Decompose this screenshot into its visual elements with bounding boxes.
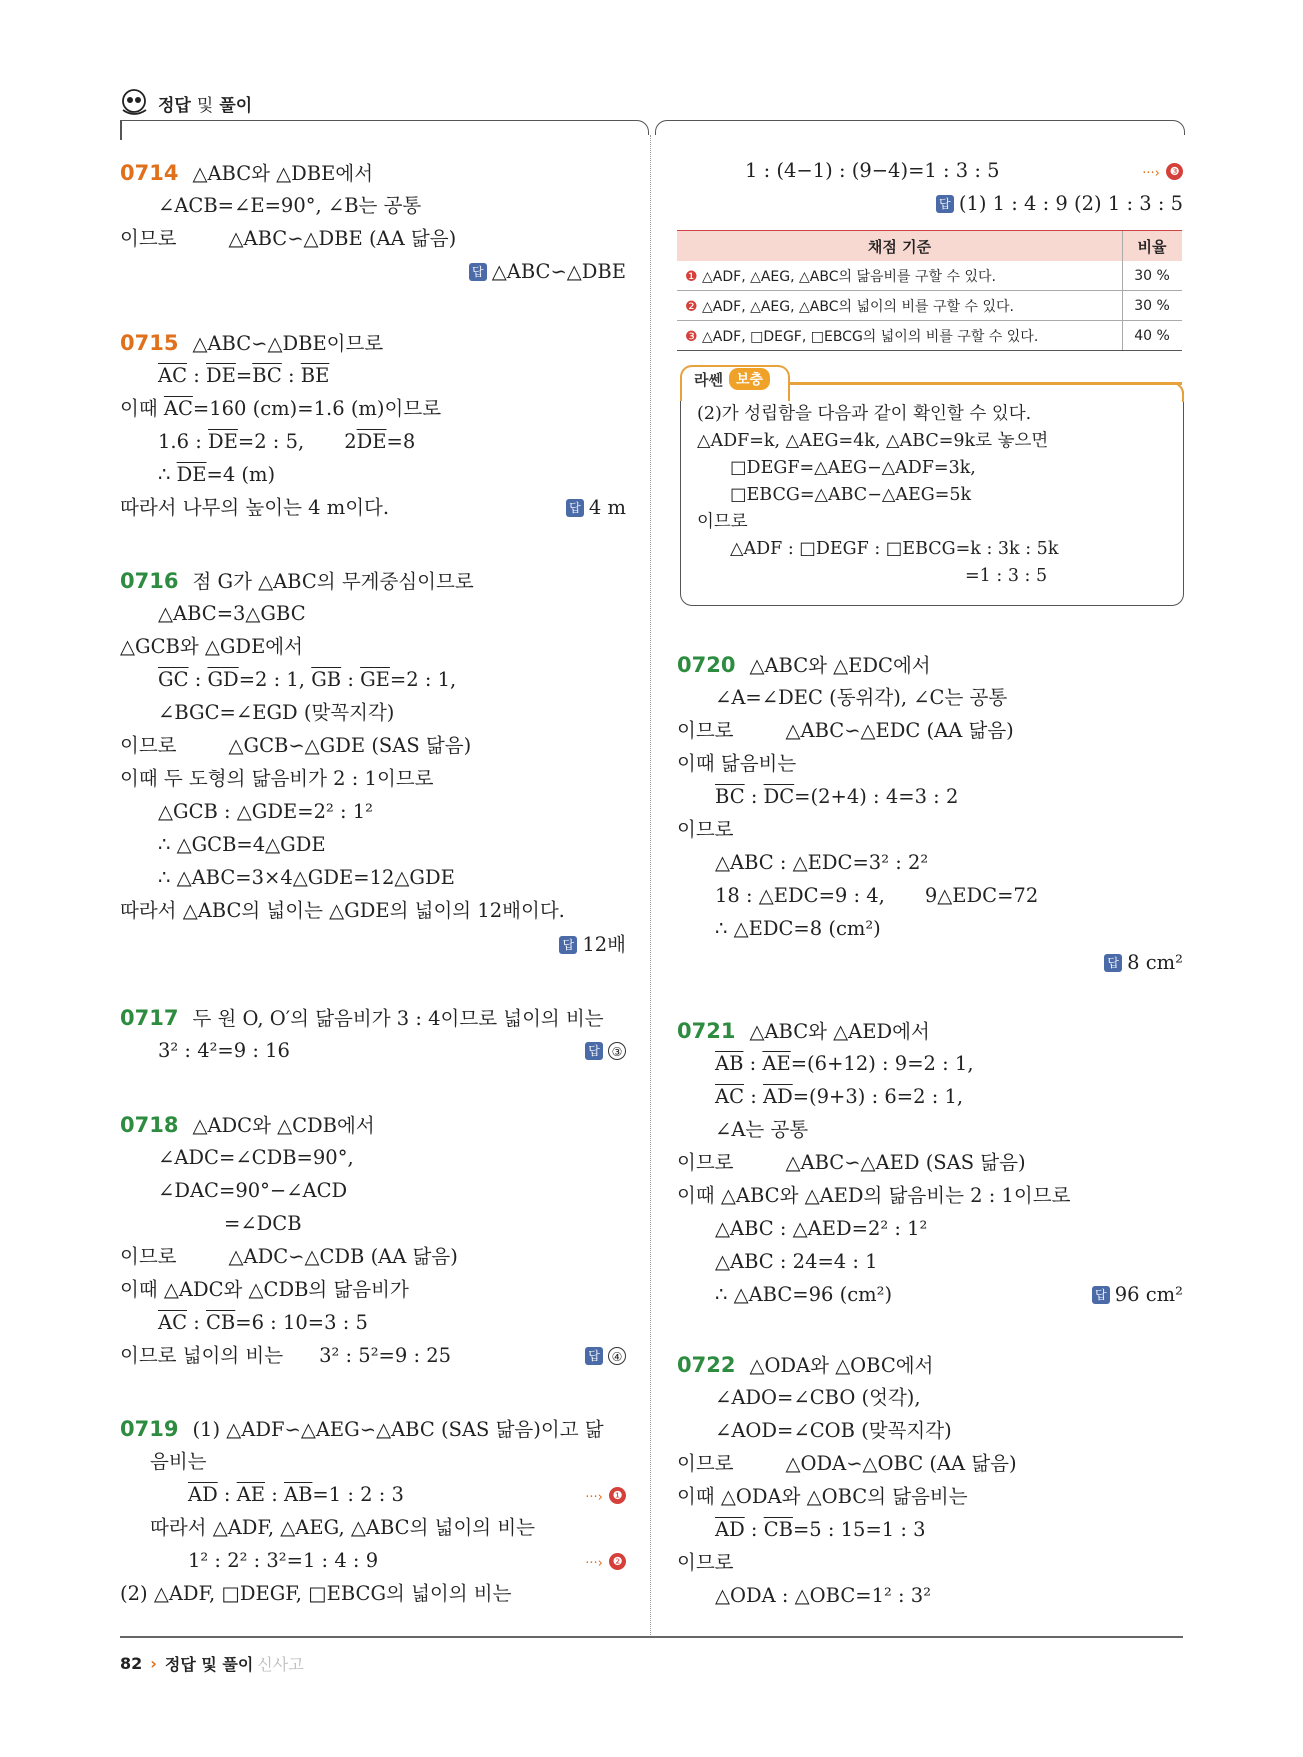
table-row: ❸ △ADF, □DEGF, □EBCG의 넓이의 비를 구할 수 있다. 40 %	[677, 321, 1182, 351]
problem-0719-line2: 음비는	[150, 1450, 207, 1473]
header-title-mid: 및	[196, 95, 214, 116]
problem-0714-line3: 이므로 △ABC∽△DBE (AA 닮음)	[120, 227, 457, 250]
problem-0722-line6: $\overline{AD}$ : $\overline{CB}=5$ : 15=1 : 3	[715, 1518, 926, 1541]
problem-0721-answer: 답 96 cm²	[1092, 1282, 1183, 1308]
problem-0719-line3: $\overline{AD}$ : $\overline{AE}$ : $\overline{AB}=1$ : 2 : 3	[188, 1483, 404, 1506]
table-row: ❶ △ADF, △AEG, △ABC의 닮음비를 구할 수 있다. 30 %	[677, 261, 1182, 291]
problem-0721-line2: $\overline{AB}$ : $\overline{AE}=(6+12)$ : 9=2 : 1,	[715, 1052, 974, 1075]
frame-right-top	[655, 120, 1185, 135]
problem-0718-line5: 이므로 △ADC∽△CDB (AA 닮음)	[120, 1245, 458, 1268]
problem-0722-line8: △ODA : △OBC=1² : 3²	[715, 1584, 932, 1607]
problem-0719-line5: 1² : 2² : 3²=1 : 4 : 9	[188, 1549, 379, 1572]
page-footer	[120, 1652, 304, 1675]
problem-0718-line6: 이때 △ADC와 △CDB의 닮음비가	[120, 1278, 409, 1301]
frame-left-edge	[120, 120, 122, 140]
problem-0716-line11: 따라서 △ABC의 넓이는 △GDE의 넓이의 12배이다.	[120, 899, 565, 922]
grading-table	[677, 230, 1182, 351]
header-title-end: 풀이	[219, 95, 253, 116]
problem-0720-line6: 이므로	[677, 818, 734, 841]
problem-0718-line4: =∠DCB	[224, 1212, 302, 1235]
problem-0721-line5: 이므로 △ABC∽△AED (SAS 닮음)	[677, 1151, 1026, 1174]
problem-0720-line5: $\overline{BC}$ : $\overline{DC}=(2+4)$ : 4=3 : 2	[715, 785, 959, 808]
problem-0722-line4: 이므로 △ODA∽△OBC (AA 닮음)	[677, 1452, 1017, 1475]
problem-0721-line7: △ABC : △AED=2² : 1²	[715, 1217, 928, 1240]
table-row: ❷ △ADF, △AEG, △ABC의 넓이의 비를 구할 수 있다. 30 %	[677, 291, 1182, 321]
grading-header-row	[677, 231, 1182, 262]
problem-0715-line4: 1.6 : $\overline{DE}=2$ : 5, $2\overline{DE}=8$	[158, 430, 416, 453]
supplement-label: 라쎈	[694, 370, 723, 389]
problem-0722-line3: ∠AOD=∠COB (맞꼭지각)	[715, 1419, 952, 1442]
problem-0719-step1-marker: ···› ❶	[585, 1482, 626, 1511]
problem-0721-line4: ∠A는 공통	[715, 1118, 809, 1141]
supplement-line6: △ADF : □DEGF : □EBCG=k : 3k : 5k	[730, 539, 1059, 559]
supplement-line2: △ADF=k, △AEG=4k, △ABC=9k로 놓으면	[697, 431, 1049, 451]
supplement-line3: □DEGF=△AEG−△ADF=3k,	[730, 458, 976, 478]
problem-0715-line6: 따라서 나무의 높이는 4 m이다.	[120, 496, 390, 519]
problem-0716-line6: 이므로 △GCB∽△GDE (SAS 닮음)	[120, 734, 472, 757]
problem-0718-line3: ∠DAC=90°−∠ACD	[158, 1179, 348, 1202]
problem-0722-line7: 이므로	[677, 1551, 734, 1574]
problem-0719-answer: 답 (1) 1 : 4 : 9 (2) 1 : 3 : 5	[936, 191, 1183, 217]
supplement-line7: =1 : 3 : 5	[965, 566, 1048, 586]
chevron-right-icon: ›	[150, 1654, 157, 1673]
grading-header-ratio: 비율	[1123, 231, 1183, 262]
problem-0720-line3: 이므로 △ABC∽△EDC (AA 닮음)	[677, 719, 1014, 742]
problem-0716-line3: △GCB와 △GDE에서	[120, 635, 303, 658]
problem-0720-line9: ∴ △EDC=8 (cm²)	[715, 917, 881, 940]
problem-0720-line4: 이때 닮음비는	[677, 752, 797, 775]
problem-0716-line8: △GCB : △GDE=2² : 1²	[158, 800, 373, 823]
problem-0721-line1: 0721 △ABC와 △AED에서	[677, 1019, 930, 1043]
problem-0720-line7: △ABC : △EDC=3² : 2²	[715, 851, 929, 874]
supplement-tab	[680, 365, 770, 393]
footer-watermark: 신사고	[257, 1655, 304, 1674]
problem-0718-line1: 0718 △ADC와 △CDB에서	[120, 1113, 375, 1137]
problem-0715-line3: 이때 $\overline{AC}=160$ (cm)=1.6 (m)이므로	[120, 397, 442, 420]
problem-0721-line9: ∴ △ABC=96 (cm²)	[715, 1283, 893, 1306]
problem-0716-line4: $\overline{GC}$ : $\overline{GD}=2$ : 1, $\overline{GB}$ : $\overline{GE}=2$ : 1,	[158, 668, 457, 691]
problem-0719-step3-marker: ···› ❸	[1142, 158, 1183, 187]
problem-0718-line2: ∠ADC=∠CDB=90°,	[158, 1146, 354, 1169]
problem-0719-step2-marker: ···› ❷	[585, 1548, 626, 1577]
problem-0716-line2: △ABC=3△GBC	[158, 602, 306, 625]
problem-0720-line8: 18 : △EDC=9 : 4, 9△EDC=72	[715, 884, 1039, 907]
problem-0721-line6: 이때 △ABC와 △AED의 닮음비는 2 : 1이므로	[677, 1184, 1071, 1207]
page-header	[118, 86, 252, 120]
grading-header-criteria: 채점 기준	[677, 231, 1123, 262]
problem-0715-line1: 0715 △ABC∽△DBE이므로	[120, 331, 384, 355]
footer-rule	[120, 1636, 1183, 1638]
problem-0719-right-line1: 1 : (4−1) : (9−4)=1 : 3 : 5	[745, 159, 1000, 182]
supplement-line1: (2)가 성립함을 다음과 같이 확인할 수 있다.	[697, 404, 1032, 424]
problem-0720-answer: 답 8 cm²	[1104, 950, 1183, 976]
problem-0722-line1: 0722 △ODA와 △OBC에서	[677, 1353, 934, 1377]
problem-0719-line1: 0719 (1) △ADF∽△AEG∽△ABC (SAS 닮음)이고 닮	[120, 1417, 604, 1441]
problem-0720-line1: 0720 △ABC와 △EDC에서	[677, 653, 931, 677]
problem-0714-line2: ∠ACB=∠E=90°, ∠B는 공통	[158, 194, 422, 217]
column-divider	[650, 135, 651, 1635]
problem-0719-line6: (2) △ADF, □DEGF, □EBCG의 넓이의 비는	[120, 1582, 512, 1605]
problem-0716-line1: 0716 점 G가 △ABC의 무게중심이므로	[120, 569, 474, 593]
problem-0721-line8: △ABC : 24=4 : 1	[715, 1250, 878, 1273]
problem-0715-line5: ∴ $\overline{DE}=4$ (m)	[158, 463, 276, 486]
problem-0718-line7: $\overline{AC}$ : $\overline{CB}=6$ : 10=3 : 5	[158, 1311, 368, 1334]
problem-0716-answer: 답 12배	[559, 932, 626, 958]
problem-0717-line1: 0717 두 원 O, O′의 닮음비가 3 : 4이므로 넓이의 비는	[120, 1006, 604, 1030]
page-number: 82	[120, 1654, 143, 1673]
problem-0716-line5: ∠BGC=∠EGD (맞꼭지각)	[158, 701, 395, 724]
problem-0715-answer: 답 4 m	[566, 495, 626, 521]
header-title-bold: 정답	[158, 95, 191, 116]
problem-0717-line2: 3² : 4²=9 : 16	[158, 1039, 290, 1062]
problem-0716-line7: 이때 두 도형의 닮음비가 2 : 1이므로	[120, 767, 434, 790]
footer-section: 정답 및 풀이	[164, 1655, 254, 1674]
problem-0714-line1: 0714 △ABC와 △DBE에서	[120, 161, 374, 185]
problem-0716-line9: ∴ △GCB=4△GDE	[158, 833, 326, 856]
supplement-line5: 이므로	[697, 512, 748, 532]
problem-0718-answer: 답 ④	[585, 1343, 626, 1369]
problem-0722-line5: 이때 △ODA와 △OBC의 닮음비는	[677, 1485, 968, 1508]
problem-number: 0714	[120, 161, 179, 185]
problem-0715-line2: $\overline{AC}$ : $\overline{DE}=\overline{BC}$ : $\overline{BE}$	[158, 364, 330, 387]
problem-0718-line8: 이므로 넓이의 비는 3² : 5²=9 : 25	[120, 1344, 452, 1367]
supplement-line4: □EBCG=△ABC−△AEG=5k	[730, 485, 972, 505]
problem-0720-line2: ∠A=∠DEC (동위각), ∠C는 공통	[715, 686, 1008, 709]
problem-0719-line4: 따라서 △ADF, △AEG, △ABC의 넓이의 비는	[150, 1516, 536, 1539]
problem-0714-answer: 답 △ABC∽△DBE	[469, 259, 626, 285]
problem-0721-line3: $\overline{AC}$ : $\overline{AD}=(9+3)$ : 6=2 : 1,	[715, 1085, 964, 1108]
problem-0716-line10: ∴ △ABC=3×4△GDE=12△GDE	[158, 866, 455, 889]
mascot-logo-icon	[118, 86, 152, 120]
supplement-badge: 보충	[729, 368, 770, 390]
answer-badge-icon: 답	[469, 263, 487, 281]
problem-0717-answer: 답 ③	[585, 1038, 626, 1064]
problem-0722-line2: ∠ADO=∠CBO (엇각),	[715, 1386, 921, 1409]
frame-left-top	[120, 120, 649, 135]
